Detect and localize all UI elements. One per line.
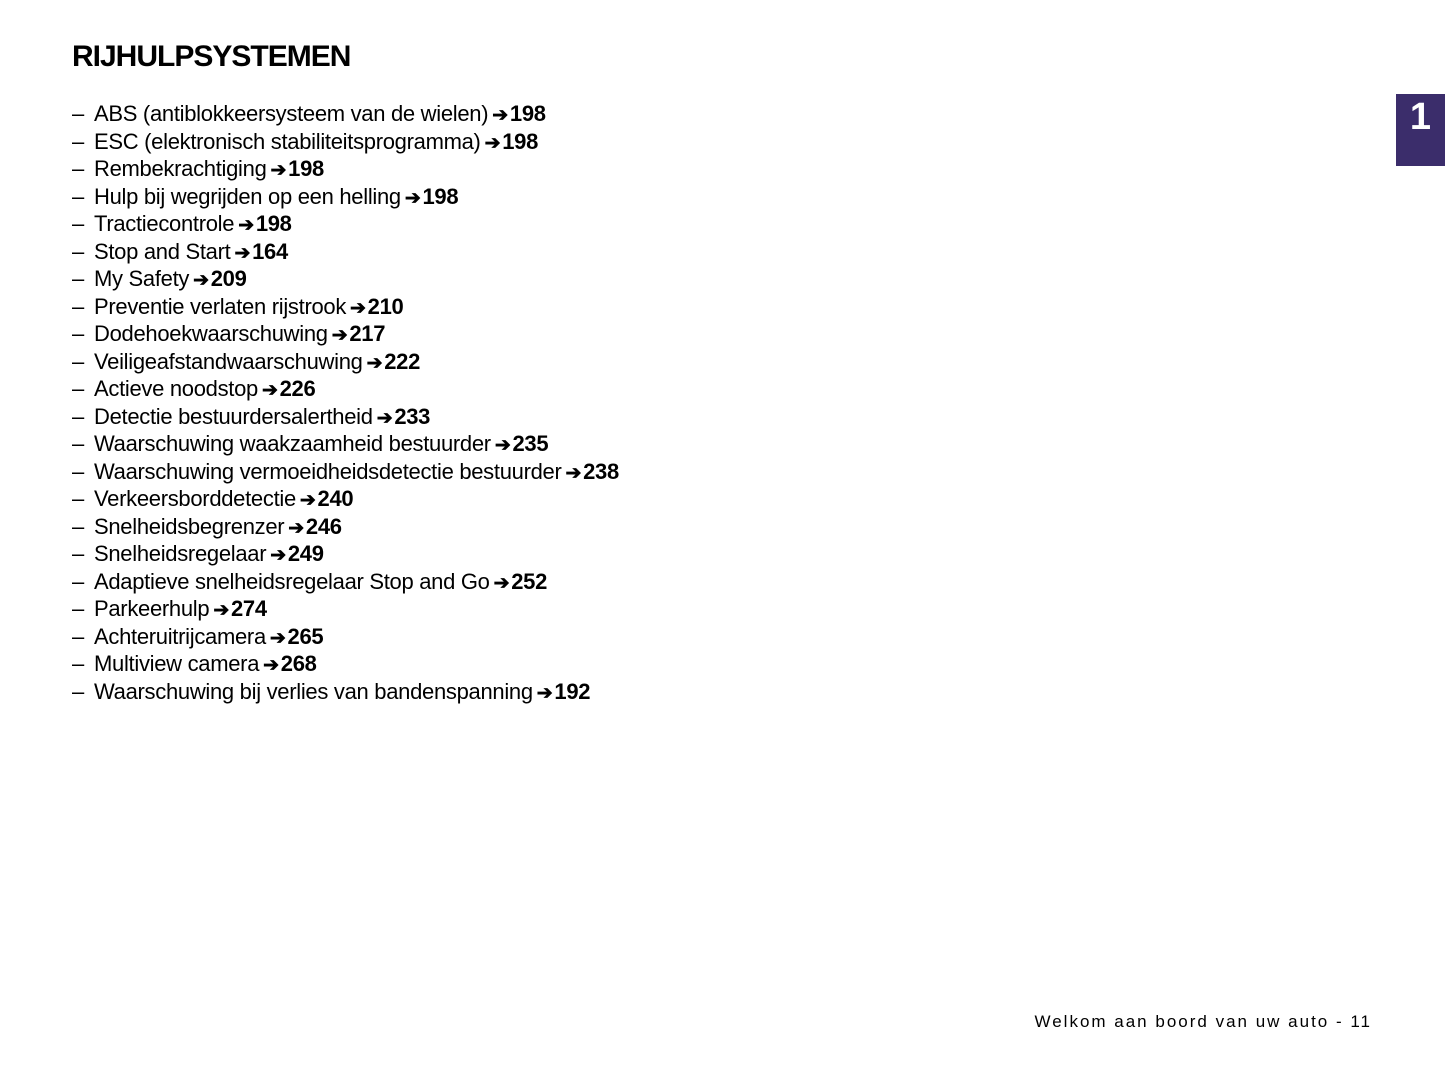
list-item[interactable] — [72, 184, 619, 212]
page-reference[interactable]: 209 — [210, 266, 247, 291]
bullet-dash: – — [72, 678, 84, 704]
arrow-right-icon: ➔ — [238, 215, 254, 236]
arrow-right-icon: ➔ — [234, 242, 251, 264]
page-reference[interactable]: 249 — [287, 541, 324, 566]
list-item[interactable] — [72, 541, 619, 569]
page-reference[interactable]: 192 — [554, 678, 591, 704]
bullet-dash: – — [72, 651, 84, 676]
page-reference[interactable]: 238 — [583, 458, 619, 484]
arrow-right-icon: ➔ — [270, 160, 287, 181]
arrow-right-icon: ➔ — [331, 325, 348, 346]
list-item[interactable] — [72, 486, 619, 514]
page-reference[interactable]: 235 — [512, 431, 549, 456]
list-item[interactable] — [72, 376, 619, 404]
arrow-right-icon: ➔ — [263, 655, 279, 676]
item-label: ABS (antiblokkeersysteem van de wielen) — [94, 101, 489, 126]
page-reference[interactable]: 252 — [511, 568, 548, 594]
bullet-dash: – — [72, 128, 84, 154]
page-reference[interactable]: 240 — [317, 486, 354, 511]
list-item[interactable] — [72, 211, 619, 239]
item-label: Tractiecontrole — [94, 211, 235, 236]
bullet-dash: – — [72, 458, 84, 484]
list-item[interactable] — [72, 431, 619, 459]
item-label: Snelheidsbegrenzer — [94, 513, 285, 539]
item-label: Veiligeafstandwaarschuwing — [94, 348, 363, 374]
item-label: Waarschuwing vermoeidheidsdetectie bestuurder — [94, 458, 562, 484]
page-reference[interactable]: 198 — [255, 211, 292, 236]
arrow-right-icon: ➔ — [213, 600, 229, 621]
list-item[interactable] — [72, 101, 619, 129]
arrow-right-icon: ➔ — [366, 352, 383, 374]
list-item[interactable] — [72, 129, 619, 157]
list-item[interactable] — [72, 156, 619, 184]
page-reference[interactable]: 222 — [384, 348, 421, 374]
arrow-right-icon: ➔ — [299, 490, 316, 511]
list-item[interactable] — [72, 349, 619, 377]
item-label: Preventie verlaten rijstrook — [94, 293, 347, 319]
bullet-dash: – — [72, 541, 84, 566]
arrow-right-icon: ➔ — [270, 545, 286, 566]
arrow-right-icon: ➔ — [404, 187, 421, 209]
item-label: Achteruitrijcamera — [94, 623, 266, 649]
bullet-dash: – — [72, 376, 84, 401]
bullet-dash: – — [72, 623, 84, 649]
item-label: Verkeersborddetectie — [94, 486, 296, 511]
page-footer: Welkom aan boord van uw auto - 11 — [1034, 1012, 1372, 1031]
arrow-right-icon: ➔ — [269, 627, 286, 649]
list-item[interactable] — [72, 514, 619, 542]
page-reference[interactable]: 246 — [305, 513, 342, 539]
bullet-dash: – — [72, 568, 84, 594]
bullet-dash: – — [72, 211, 84, 236]
page-reference[interactable]: 233 — [394, 403, 431, 429]
bullet-dash: – — [72, 321, 84, 346]
bullet-dash: – — [72, 156, 84, 181]
item-label: Snelheidsregelaar — [94, 541, 267, 566]
list-item[interactable] — [72, 679, 619, 707]
list-item[interactable] — [72, 294, 619, 322]
chapter-tab[interactable]: 1 — [1396, 94, 1445, 166]
list-item[interactable] — [72, 321, 619, 349]
bullet-dash: – — [72, 238, 84, 264]
page-reference[interactable]: 274 — [230, 596, 267, 621]
arrow-right-icon: ➔ — [494, 435, 511, 456]
list-item[interactable] — [72, 404, 619, 432]
bullet-dash: – — [72, 513, 84, 539]
page-title: RIJHULPSYSTEMEN — [72, 40, 351, 73]
list-item[interactable] — [72, 651, 619, 679]
page-reference[interactable]: 164 — [252, 238, 288, 264]
arrow-right-icon: ➔ — [288, 517, 304, 539]
page-reference[interactable]: 198 — [509, 101, 546, 126]
bullet-dash: – — [72, 183, 84, 209]
bullet-dash: – — [72, 486, 84, 511]
bullet-dash: – — [72, 403, 84, 429]
item-label: Stop and Start — [94, 238, 231, 264]
bullet-dash: – — [72, 431, 84, 456]
arrow-right-icon: ➔ — [565, 462, 582, 484]
bullet-dash: – — [72, 348, 84, 374]
arrow-right-icon: ➔ — [536, 682, 553, 704]
arrow-right-icon: ➔ — [493, 572, 510, 594]
page-reference[interactable]: 198 — [288, 156, 324, 181]
item-label: Waarschuwing bij verlies van bandenspanning — [94, 678, 533, 704]
arrow-right-icon: ➔ — [350, 297, 366, 319]
arrow-right-icon: ➔ — [376, 407, 393, 429]
item-label: Hulp bij wegrijden op een helling — [94, 183, 401, 209]
item-label: Dodehoekwaarschuwing — [94, 321, 328, 346]
bullet-dash: – — [72, 596, 84, 621]
page-reference[interactable]: 198 — [502, 128, 539, 154]
list-item[interactable] — [72, 569, 619, 597]
bullet-dash: – — [72, 101, 84, 126]
arrow-right-icon: ➔ — [492, 105, 508, 126]
item-label: ESC (elektronisch stabiliteitsprogramma) — [94, 128, 481, 154]
page-reference[interactable]: 268 — [280, 651, 317, 676]
item-label: Parkeerhulp — [94, 596, 210, 621]
item-label: Multiview camera — [94, 651, 260, 676]
bullet-dash: – — [72, 266, 84, 291]
list-item[interactable] — [72, 596, 619, 624]
arrow-right-icon: ➔ — [261, 380, 278, 401]
item-label: Rembekrachtiging — [94, 156, 267, 181]
item-label: Actieve noodstop — [94, 376, 258, 401]
page-reference[interactable]: 265 — [287, 623, 324, 649]
item-label: My Safety — [94, 266, 190, 291]
page-reference[interactable]: 210 — [367, 293, 404, 319]
bullet-dash: – — [72, 293, 84, 319]
arrow-right-icon: ➔ — [193, 270, 209, 291]
list-item[interactable] — [72, 239, 619, 267]
page-reference[interactable]: 226 — [279, 376, 316, 401]
item-label: Detectie bestuurdersalertheid — [94, 403, 373, 429]
page-reference[interactable]: 217 — [349, 321, 386, 346]
feature-list — [72, 101, 619, 706]
page-reference[interactable]: 198 — [422, 183, 459, 209]
list-item[interactable] — [72, 624, 619, 652]
list-item[interactable] — [72, 459, 619, 487]
item-label: Waarschuwing waakzaamheid bestuurder — [94, 431, 491, 456]
arrow-right-icon: ➔ — [484, 132, 501, 154]
item-label: Adaptieve snelheidsregelaar Stop and Go — [94, 568, 490, 594]
list-item[interactable] — [72, 266, 619, 294]
